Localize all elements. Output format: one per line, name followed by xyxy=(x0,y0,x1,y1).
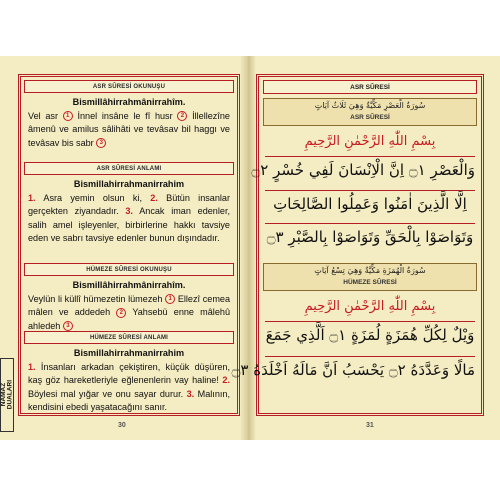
asr-anlami-header: ASR SÛRESİ ANLAMI xyxy=(24,162,234,175)
verse-number: 3 xyxy=(96,138,106,148)
divider xyxy=(265,356,475,357)
side-tab-label: NAMAZ DUALARI xyxy=(0,380,13,410)
asr-anlami-basmala: Bismillahirrahmanirrahim xyxy=(73,179,185,189)
humeze-anlami-basmala: Bismillahirrahmanirrahim xyxy=(73,348,185,358)
right-frame xyxy=(231,74,484,416)
open-book xyxy=(0,56,500,440)
asr-plaque: سُورَةُ الْعَصْرِ مَكِّيَّةٌ وَهِيَ ثَلَاثُ آيَاتٍ ASR SÛRESİ xyxy=(263,98,477,126)
divider xyxy=(265,223,475,224)
divider xyxy=(265,156,475,157)
verse-number: 2 xyxy=(177,111,187,121)
asr-verse-line-2: اِلَّا الَّذِينَ اٰمَنُوا وَعَمِلُوا الصَّالِحَاتِ xyxy=(273,195,467,213)
verse-number: 1 xyxy=(165,294,175,304)
left-frame xyxy=(18,74,240,416)
right-page-title: ASR SÛRESİ xyxy=(263,80,477,94)
humeze-bismillah: بِسْمِ اللّٰهِ الرَّحْمٰنِ الرَّحِيمِ xyxy=(304,299,436,314)
asr-okunusu-header: ASR SÛRESİ OKUNUŞU xyxy=(24,80,234,93)
divider xyxy=(265,321,475,322)
side-tab xyxy=(0,358,14,432)
humeze-okunusu-basmala: Bismillâhirrahmânirrahîm. xyxy=(72,280,186,290)
book-spine xyxy=(240,56,256,440)
asr-anlami-text: 1. Asra yemin olsun ki, 2. Bütün insanlar gerçekten ziyandadır. 3. Ancak iman edenler, salih amel işleyenler, birbirlerine hakkı tavsiye eden ve sabrı tavsiye edenler bunun dışındadır. xyxy=(28,192,231,244)
divider xyxy=(265,190,475,191)
verse-number: 3 xyxy=(63,321,73,331)
asr-verse-line-1: وَالْعَصْرِ ۝١ اِنَّ الْاِنْسَانَ لَفِي خُسْرٍ ۝٢ xyxy=(251,161,475,179)
humeze-anlami-header: HÜMEZE SÛRESİ ANLAMI xyxy=(24,331,234,344)
humeze-okunusu-text: Veylün li küllî hümezetin lümezeh 1 Ellezî cemea mâlen ve addedeh 2 Yahsebü enne mâlehû ahledeh 3 xyxy=(28,293,231,331)
asr-okunusu-section xyxy=(24,80,234,150)
humeze-verse-line-1: وَيْلٌ لِكُلِّ هُمَزَةٍ لُمَزَةٍ ۝١ اَلَّذِي جَمَعَ xyxy=(265,326,475,344)
humeze-anlami-section xyxy=(24,331,234,415)
humeze-anlami-text: 1. İnsanları arkadan çekiştiren, küçük düşüren, kaş göz hareketleriyle eğlenenlerin vay haline! 2. Böylesi mal yığar ve onu sayar durur. 3. Malının, kendisini ebedi yaşatacağını sanır. xyxy=(28,361,231,413)
humeze-verse-line-2: مَالًا وَعَدَّدَهُ ۝٢ يَحْسَبُ اَنَّ مَالَهُ اَخْلَدَهُ ۝٣ xyxy=(231,361,475,379)
left-page-number: 30 xyxy=(118,422,126,429)
asr-verse-line-3: وَتَوَاصَوْا بِالْحَقِّ وَتَوَاصَوْا بِالصَّبْرِ ۝٣ xyxy=(266,228,474,246)
verse-number: 1 xyxy=(63,111,73,121)
humeze-plaque: سُورَةُ الْهُمَزَةِ مَكِّيَّةٌ وَهِيَ تِسْعُ آيَاتٍ HÜMEZE SÛRESİ xyxy=(263,263,477,291)
humeze-okunusu-header: HÜMEZE SÛRESİ OKUNUŞU xyxy=(24,263,234,276)
asr-okunusu-text: Vel asr 1 İnnel insâne le fî husr 2 İllellezîne âmenû ve amilus sâlihâti ve tevâsav bil haggı ve tevâsav bis sabr 3 xyxy=(28,110,230,148)
verse-number: 2 xyxy=(116,308,126,318)
asr-anlami-section xyxy=(24,162,234,246)
humeze-okunusu-section xyxy=(24,263,234,333)
asr-bismillah: بِسْمِ اللّٰهِ الرَّحْمٰنِ الرَّحِيمِ xyxy=(304,134,436,149)
right-page-number: 31 xyxy=(366,422,374,429)
asr-okunusu-basmala: Bismillâhirrahmânirrahîm. xyxy=(72,97,186,107)
